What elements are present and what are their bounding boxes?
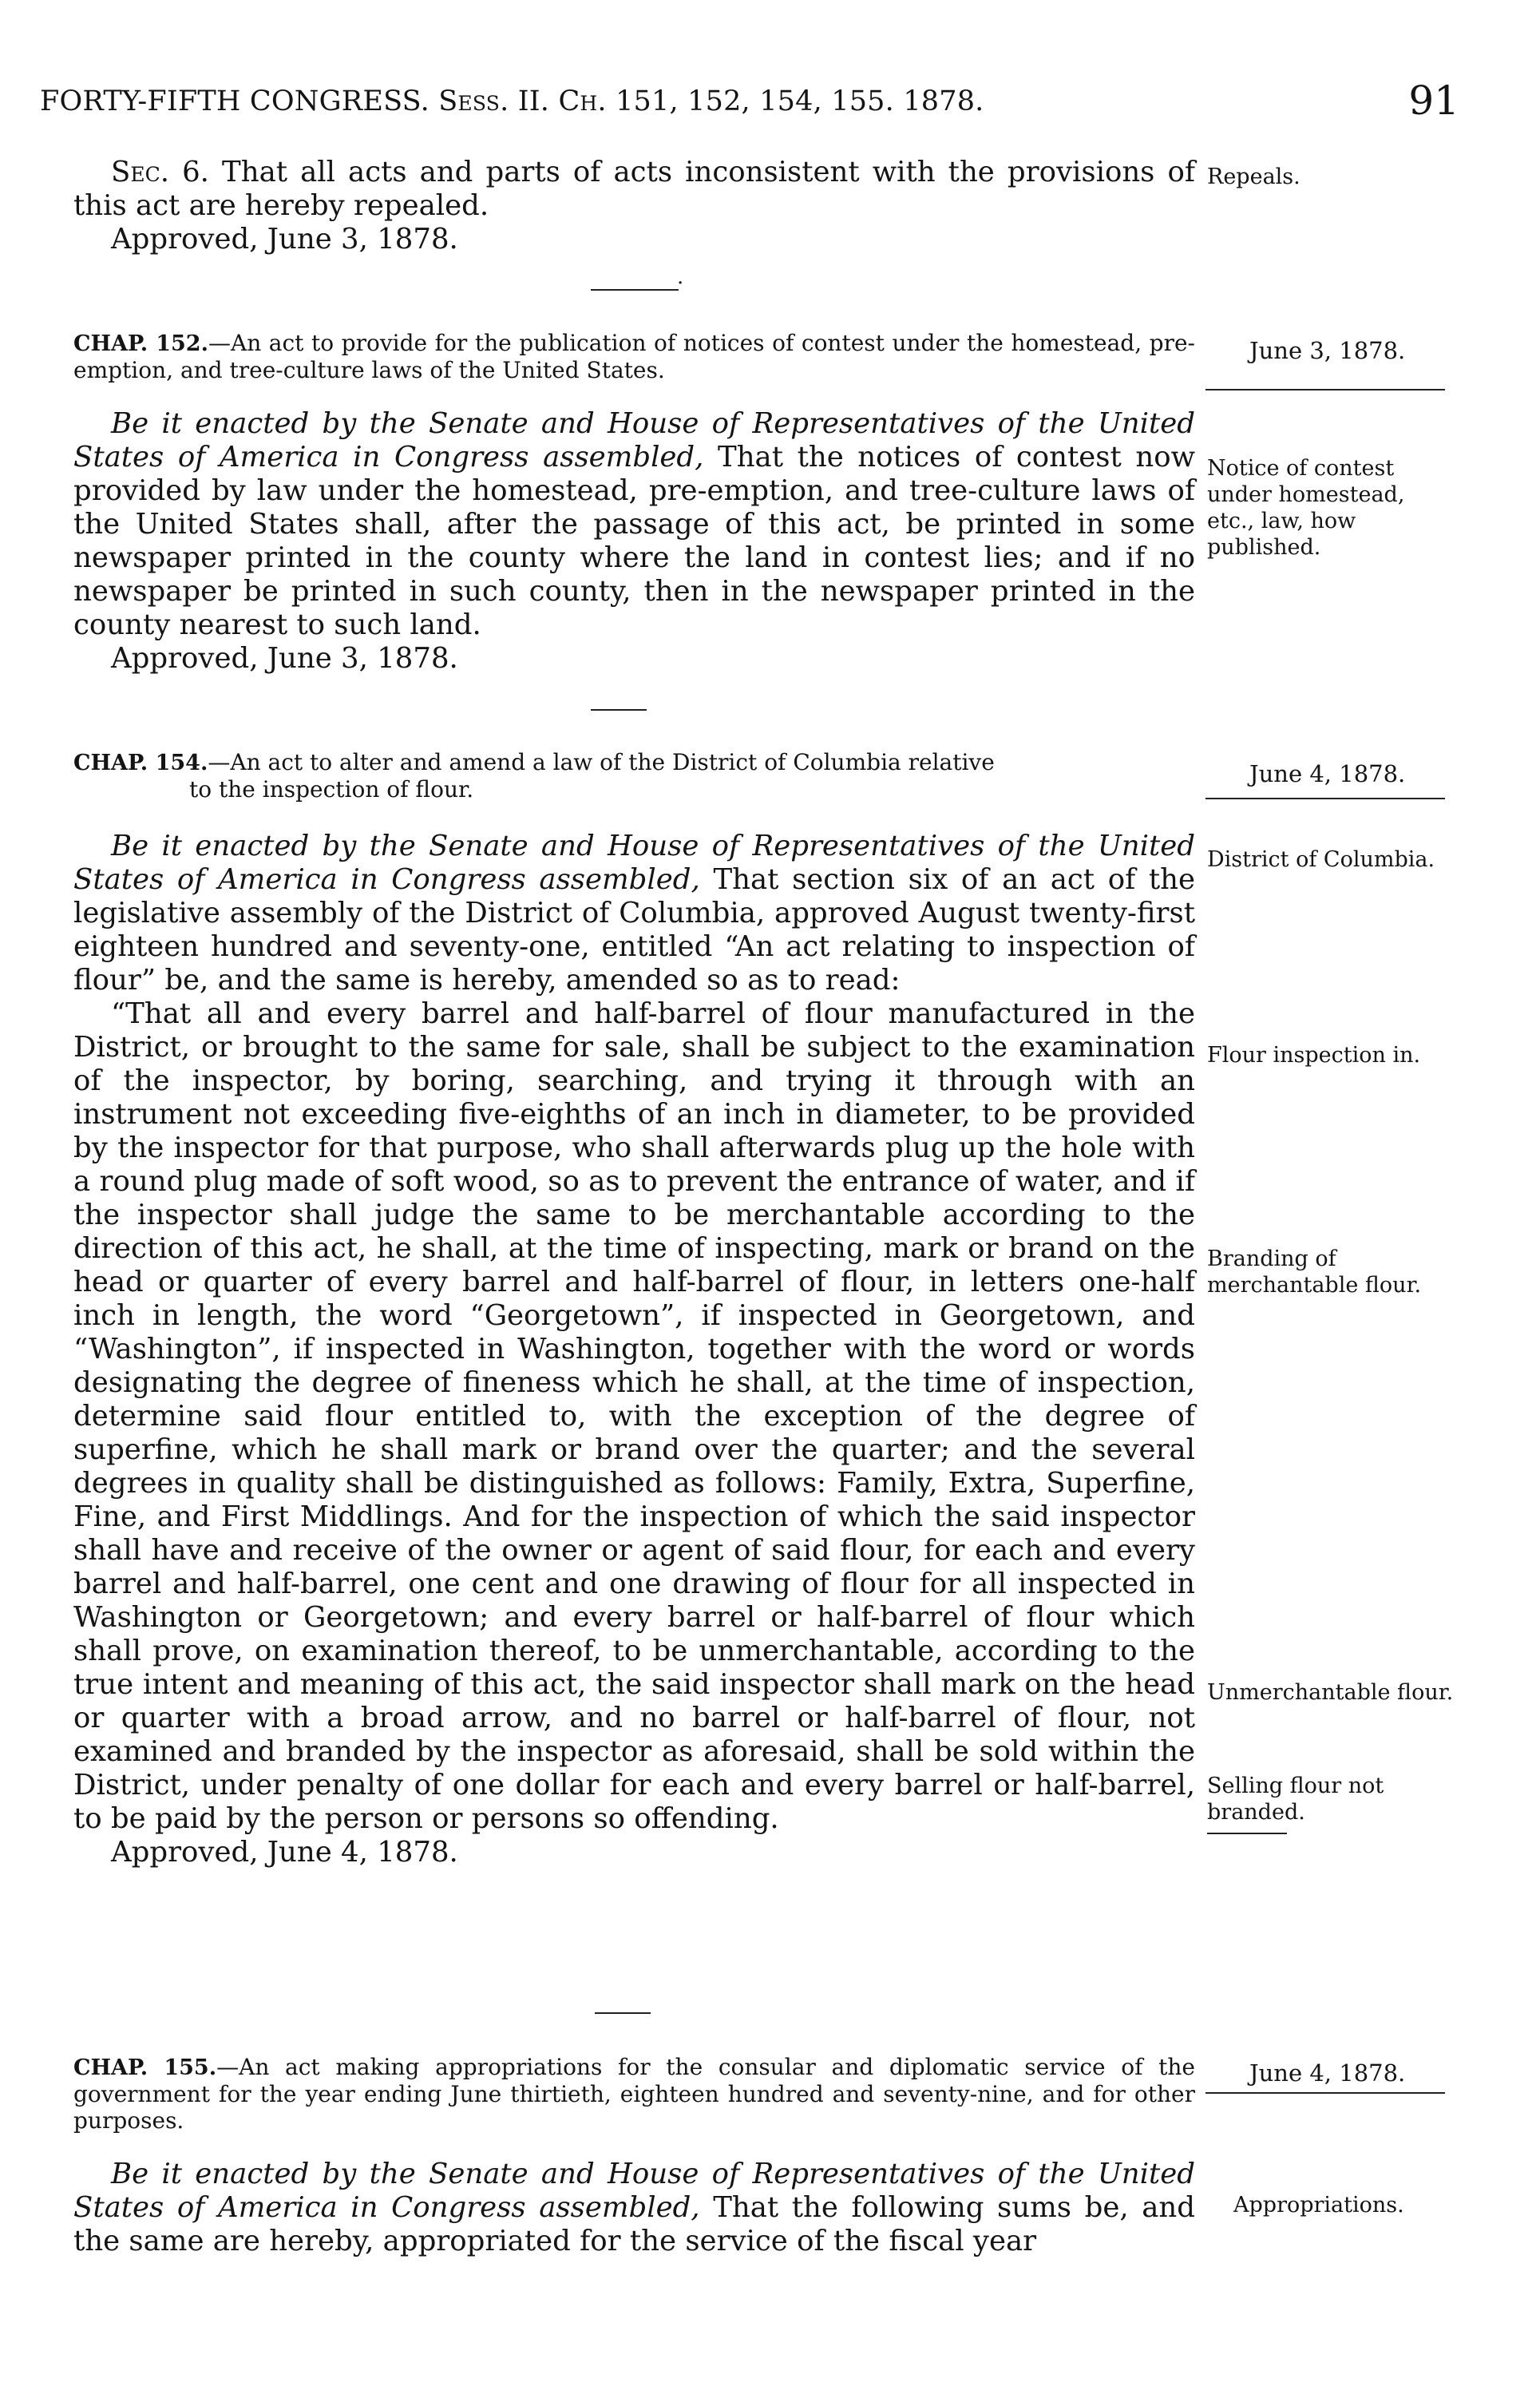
enacting-clause: Be it enacted by the Senate and House of Representatives of the United States of America in Congress assembled,	[73, 830, 1195, 896]
chapter-text: That section six of an act of the legislative assembly of the District of Columbia, approved August twenty-first eighteen hundred and seventy-one, entitled “An act relating to inspection of flour” be, and the same is hereby, amended so as to read:	[73, 863, 1196, 997]
chapter-155-date: June 4, 1878.	[1249, 2059, 1406, 2087]
date-rule	[1205, 798, 1445, 799]
chapter-text: That the notices of contest now provided by law under the homestead, pre-emption, and tree-culture laws of the United States shall, after the passage of this act, be printed in some newspaper printed in the county where the land in contest lies; and if no newspaper be printed in such county, then in the newspaper printed in the county nearest to such land.	[73, 441, 1195, 641]
margin-note-appropriations: Appropriations.	[1233, 2193, 1404, 2218]
margin-note-district: District of Columbia.	[1207, 847, 1435, 872]
chapter-text: That the following sums be, and the same are hereby, appropriated for the service of the fiscal year	[73, 2191, 1195, 2257]
approved-line: Approved, June 4, 1878.	[111, 1836, 458, 1869]
chapter-154-heading	[73, 749, 1195, 803]
quoted-section: “That all and every barrel and half-barrel of flour manufactured in the District, or brought to the same for sale, shall be subject to the examination of the inspector, by boring, searching, and trying it through with an instrument not exceeding five-eighths of an inch in diameter, to be provided by the inspector for that purpose, who shall afterwards plug up the hole with a round plug made of soft wood, so as to prevent the entrance of water, and if the inspector shall judge the same to be merchantable according to the direction of this act, he shall, at the time of inspecting, mark or brand on the head or quarter of every barrel and half-barrel of flour, in letters one-half inch in length, the word “Georgetown”, if inspected in Georgetown, and “Washington”, if inspected in Washington, together with the word or words designating the degree of fineness which he shall, at the time of inspection, determine said flour entitled to, with the exception of the degree of superfine, which he shall mark or brand over the quarter; and the several degrees in quality shall be distinguished as follows: Family, Extra, Superfine, Fine, and First Middlings. And for the inspection of which the said inspector shall have and receive of the owner or agent of said flour, for each and every barrel and half-barrel, one cent and one drawing of flour for all inspected in Washington or Georgetown; and every barrel or half-barrel of flour which shall prove, on examination thereof, to be unmerchantable, according to the true intent and meaning of this act, the said inspector shall mark on the head or quarter with a broad arrow, and no barrel or half-barrel of flour, not examined and branded by the inspector as aforesaid, shall be sold within the District, under penalty of one dollar for each and every barrel or half-barrel, to be paid by the person or persons so offending.	[73, 997, 1195, 1835]
header-congress: FORTY-FIFTH CONGRESS.	[40, 85, 430, 117]
margin-note-flour-inspection: Flour inspection in.	[1207, 1043, 1421, 1068]
chapter-number: CHAP. 152.	[73, 331, 208, 356]
header-session: Sess. II.	[438, 85, 550, 117]
chapter-number: CHAP. 155.	[73, 2055, 217, 2080]
date-rule	[1205, 2092, 1445, 2094]
date-rule	[1205, 389, 1445, 390]
chapter-title-1: —An act to alter and amend a law of the District of Columbia relative	[208, 749, 995, 775]
header-year: 1878.	[903, 85, 984, 117]
note-rule	[1207, 1833, 1287, 1834]
chapter-152-date: June 3, 1878.	[1249, 337, 1406, 364]
approved-line: Approved, June 3, 1878.	[111, 642, 458, 675]
enacting-clause: Be it enacted by the Senate and House of Representatives of the United States of America in Congress assembled,	[73, 2158, 1195, 2224]
section-divider	[591, 709, 647, 711]
divider-dot: .	[677, 265, 684, 289]
margin-note-branding: Branding of merchantable flour.	[1207, 1247, 1422, 1298]
chapter-152-heading	[73, 330, 1195, 383]
chapter-title: —An act to provide for the publication of notices of contest under the homestead, pre-emption, and tree-culture laws of the United States.	[73, 330, 1195, 383]
page-number: 91	[1408, 77, 1459, 124]
chapter-155-body	[73, 2158, 1195, 2258]
section-divider	[595, 2012, 651, 2014]
chapter-154-date: June 4, 1878.	[1249, 760, 1406, 787]
enacting-clause: Be it enacted by the Senate and House of Representatives of the United States of America in Congress assembled,	[73, 407, 1195, 474]
chapter-155-heading	[73, 2054, 1195, 2134]
chapter-number: CHAP. 154.	[73, 751, 208, 775]
section-label: Sec. 6.	[111, 156, 209, 188]
header-chapters: Ch. 151, 152, 154, 155.	[558, 85, 894, 117]
chapter-152-body	[73, 407, 1195, 676]
header-congress-line	[40, 85, 984, 117]
chapter-title-2: to the inspection of flour.	[189, 776, 474, 803]
margin-note-repeals: Repeals.	[1207, 164, 1300, 189]
margin-note-unmerchantable: Unmerchantable flour.	[1207, 1680, 1454, 1705]
section-6	[73, 156, 1195, 256]
chapter-154-body	[73, 830, 1195, 1869]
section-divider	[591, 289, 679, 291]
section-text: That all acts and parts of acts inconsistent with the provisions of this act are hereby repealed.	[73, 156, 1195, 222]
approved-line: Approved, June 3, 1878.	[111, 223, 458, 256]
margin-note-selling: Selling flour not branded.	[1207, 1774, 1384, 1825]
chapter-title: —An act making appropriations for the consular and diplomatic service of the government for the year ending June thirtieth, eighteen hundred and seventy-nine, and for other purposes.	[73, 2054, 1195, 2134]
margin-note-notice: Notice of contest under homestead, etc., law, how published.	[1207, 456, 1405, 560]
running-header	[30, 74, 1459, 130]
